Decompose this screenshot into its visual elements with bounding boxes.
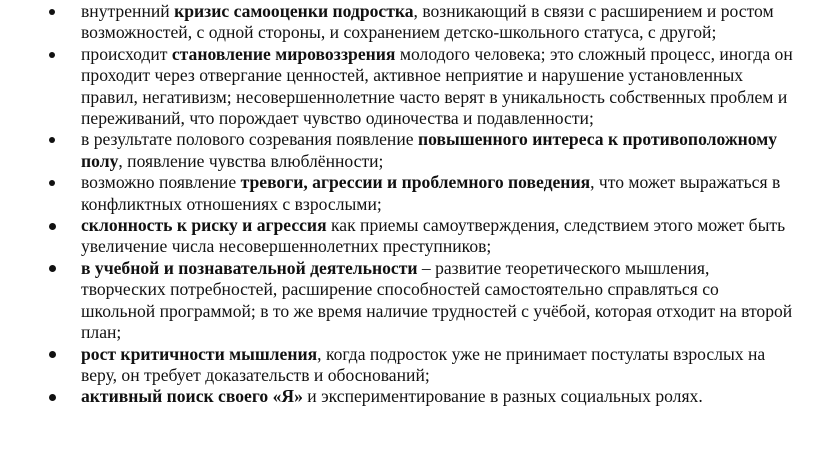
bullet-icon <box>49 394 56 401</box>
item-text <box>81 258 792 342</box>
item-text-regular: возможно появление <box>81 172 241 193</box>
list-item <box>0 1 816 44</box>
item-text-regular: , когда подросток уже не принимает постулаты взрослых на веру, он требует доказательств и обоснований; <box>81 343 766 385</box>
list-item <box>0 344 816 387</box>
list-item <box>0 44 816 130</box>
bullet-icon <box>49 265 56 272</box>
bullet-list <box>0 1 816 408</box>
list-item <box>0 129 816 172</box>
item-text <box>81 344 765 385</box>
item-text-bold: становление мировоззрения <box>171 43 396 64</box>
item-text-regular: – развитие теоретического мышления, творческих потребностей, расширение способностей самостоятельно справляться со школьной программой; в то же время наличие трудностей с учёбой, которая отходит на второй план; <box>81 257 793 343</box>
item-text-bold: в учебной и познавательной деятельности <box>81 257 418 278</box>
item-text-bold: склонность к риску и агрессия <box>81 215 327 236</box>
item-text-regular: , что может выражаться в конфликтных отношениях с взрослыми; <box>81 172 781 214</box>
item-text <box>81 386 703 406</box>
item-text <box>81 172 780 213</box>
item-text-bold: активный поиск своего «Я» <box>81 386 303 407</box>
list-item <box>0 172 816 215</box>
item-text <box>81 215 785 256</box>
item-text-regular: как приемы самоутверждения, следствием этого может быть увеличение числа несовершеннолетних преступников; <box>81 215 786 257</box>
list-item <box>0 258 816 344</box>
item-text <box>81 129 777 170</box>
bullet-icon <box>49 137 55 143</box>
item-text-regular: молодого человека; это сложный процесс, иногда он проходит через отвергание ценностей, активное неприятие и нарушение установленных правил, негативизм; несовершеннолетние часто верят в уникальность собственных проблем и переживаний, что порождает чувство одиночества и подавленности; <box>81 43 793 129</box>
item-text-regular: , появление чувства влюблённости; <box>118 150 384 171</box>
item-text-regular: в результате полового созревания появление <box>81 129 418 150</box>
item-text-regular: происходит <box>81 43 172 64</box>
item-text-bold: кризис самооценки подростка <box>174 1 414 21</box>
item-text <box>81 1 774 42</box>
list-item <box>0 386 816 407</box>
bullet-icon <box>49 180 55 186</box>
item-text-bold: тревоги, агрессии и проблемного поведения <box>240 172 591 193</box>
item-text-regular: внутренний <box>81 1 175 21</box>
list-item <box>0 215 816 258</box>
item-text-bold: повышенного интереса к противоположному полу <box>81 129 777 171</box>
bullet-icon <box>49 223 56 230</box>
item-text-regular: и экспериментирование в разных социальных ролях. <box>302 386 703 407</box>
bullet-icon <box>49 351 56 358</box>
item-text <box>81 44 793 128</box>
bullet-icon <box>49 52 55 58</box>
item-text-bold: рост критичности мышления <box>81 343 318 364</box>
bullet-icon <box>49 9 55 15</box>
item-text-regular: , возникающий в связи с расширением и ростом возможностей, с одной стороны, и сохранением детско-школьного статуса, с другой; <box>81 1 774 43</box>
